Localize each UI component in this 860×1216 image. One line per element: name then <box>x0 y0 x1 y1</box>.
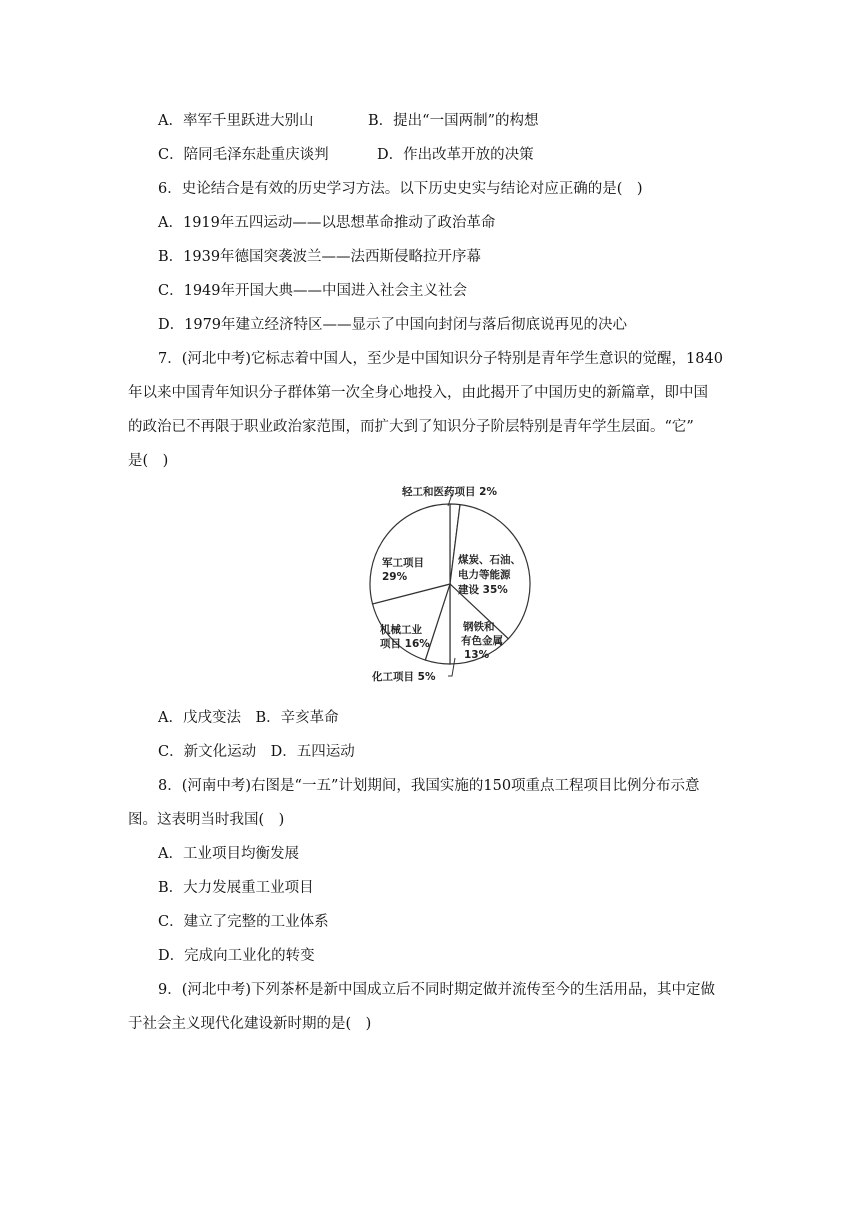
q6-option-a: A．1919年五四运动——以思想革命推动了政治革命 <box>158 215 496 231</box>
label-machinery-1: 机械工业 <box>380 624 422 636</box>
q8-option-c: C．建立了完整的工业体系 <box>158 914 329 930</box>
q7-stem-line3: 的政治已不再限于职业政治家范围，而扩大到了知识分子阶层特别是青年学生层面。“它” <box>128 419 694 435</box>
q5-option-a: A．率军千里跃进大别山 <box>158 113 314 129</box>
pie-chart <box>360 480 560 695</box>
label-energy-3: 建设 35% <box>458 584 508 596</box>
q7-stem-line2: 年以来中国青年知识分子群体第一次全身心地投入，由此揭开了中国历史的新篇章，即中国 <box>128 385 708 401</box>
label-chemical: 化工项目 5% <box>372 671 436 683</box>
q8-option-b: B．大力发展重工业项目 <box>158 880 314 896</box>
q7-option-cd: C．新文化运动 D．五四运动 <box>158 744 355 760</box>
label-steel-2: 有色金属 <box>461 635 503 647</box>
q5-option-d: D．作出改革开放的决策 <box>377 147 534 163</box>
q9-stem-line1: 9．(河北中考)下列茶杯是新中国成立后不同时期定做并流传至今的生活用品，其中定做 <box>158 982 716 998</box>
q8-stem-line2: 图。这表明当时我国( ) <box>128 812 285 828</box>
q5-option-b: B．提出“一国两制”的构想 <box>368 113 539 129</box>
q7-stem-line4: 是( ) <box>128 453 169 469</box>
label-light-industry: 轻工和医药项目 2% <box>402 486 497 498</box>
label-energy-1: 煤炭、石油、 <box>458 554 521 566</box>
q6-option-c: C．1949年开国大典——中国进入社会主义社会 <box>158 283 467 299</box>
pie-chart-figure <box>360 480 560 695</box>
label-machinery-2: 项目 16% <box>380 638 430 650</box>
q7-option-ab: A．戊戌变法 B．辛亥革命 <box>158 710 339 726</box>
q6-option-d: D．1979年建立经济特区——显示了中国向封闭与落后彻底说再见的决心 <box>158 317 628 333</box>
label-military-1: 军工项目 <box>382 557 424 569</box>
label-energy-2: 电力等能源 <box>458 569 511 581</box>
q7-stem-line1: 7．(河北中考)它标志着中国人，至少是中国知识分子特别是青年学生意识的觉醒，1840 <box>158 351 723 367</box>
q6-option-b: B．1939年德国突袭波兰——法西斯侵略拉开序幕 <box>158 249 482 265</box>
label-steel-1: 钢铁和 <box>463 621 495 633</box>
q6-stem: 6．史论结合是有效的历史学习方法。以下历史史实与结论对应正确的是( ) <box>158 181 643 197</box>
label-steel-3: 13% <box>464 649 490 661</box>
q8-option-a: A．工业项目均衡发展 <box>158 846 299 862</box>
q8-stem-line1: 8．(河南中考)右图是“一五”计划期间，我国实施的150项重点工程项目比例分布示意 <box>158 778 700 794</box>
label-military-2: 29% <box>382 571 408 583</box>
q5-option-c: C．陪同毛泽东赴重庆谈判 <box>158 147 329 163</box>
q9-stem-line2: 于社会主义现代化建设新时期的是( ) <box>128 1016 372 1032</box>
q8-option-d: D．完成向工业化的转变 <box>158 948 315 964</box>
